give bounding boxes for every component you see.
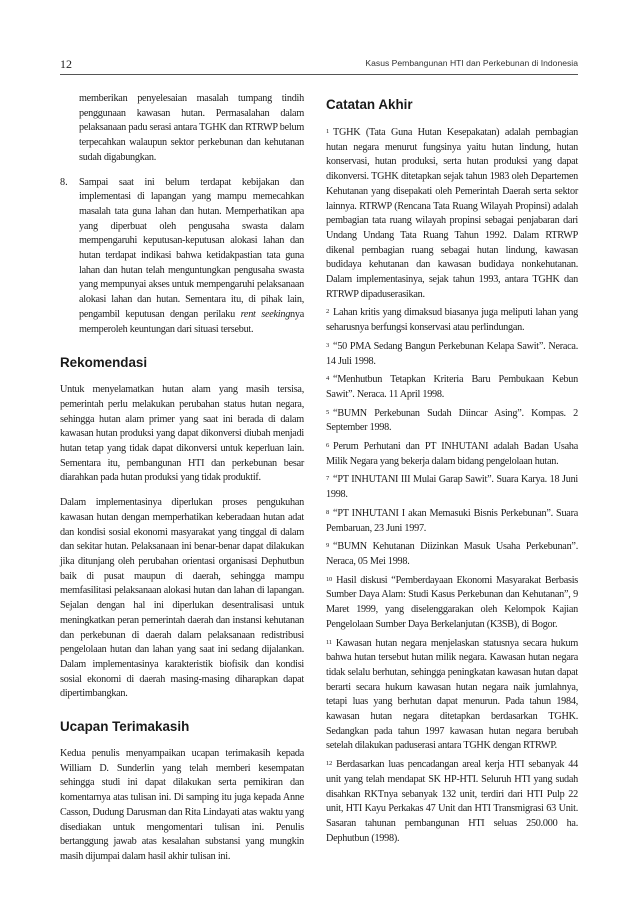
endnote — [326, 306, 578, 335]
endnote — [326, 574, 578, 633]
endnote — [326, 407, 578, 436]
endnote-number: 7 — [326, 475, 330, 483]
list-item-end: nya memperoleh keuntungan dari situasi tersebut. — [79, 308, 305, 335]
endnote-number: 6 — [326, 442, 330, 450]
endnote-number: 1 — [326, 128, 330, 135]
running-title: Kasus Pembangunan HTI dan Perkebunan di Indonesia — [365, 58, 578, 68]
list-item-text — [79, 176, 304, 338]
list-item-body: Sampai saat ini belum terdapat kebijakan dan implementasi di lapangan yang mampu memecahkan masalah tata guna lahan dan hutan. Memperhatikan apa yang diperbuat oleh pengusaha swasta dalam mempengaruhi keputusan-keputusan alokasi lahan dan hutan terdapat indikasi bahwa ketidakpastian tata guna lahan dan hutan telah menguntungkan pengusaha swasta yang mempunyai akses untuk mempengaruhi pelaksanaan alokasi lahan dan hutan. Sementara itu, di pihak lain, pengambil keputusan dengan perilaku — [79, 176, 304, 320]
header-rule — [60, 74, 578, 75]
endnote-text: “BUMN Kehutanan Diizinkan Masuk Usaha Perkebunan”. Neraca, 05 Mei 1998. — [326, 541, 578, 567]
endnote — [326, 637, 578, 755]
endnote-number: 8 — [326, 508, 330, 516]
endnote — [326, 473, 578, 502]
endnote — [326, 758, 578, 846]
endnote-text: “50 PMA Sedang Bangun Perkebunan Kelapa Sawit”. Neraca. 14 Juli 1998. — [326, 340, 578, 367]
endnote-number: 5 — [326, 408, 330, 416]
endnote-text: TGHK (Tata Guna Hutan Kesepakatan) adalah pembagian hutan negara menurut fungsinya yaitu hutan lindung, hutan konservasi, hutan produksi, serta hutan produksi yang dapat dikonversi. TGHK ditetapkan sejak tahun 1983 oleh Departemen Kehutanan yang disepakati oleh Pemerintah Daerah serta sektor lainnya. RTRWP (Rencana Tata Ruang Wilayah Propinsi) adalah pembagian tata ruang wilayah propinsi sebagai penjabaran dari Undang Undang Tata Ruang Tahun 1992. Dalam RTRWP dikenal pembagian ruang sebagai hutan lindung, kawasan budidaya kehutanan dan kawasan budidaya nonkehutanan. Dalam implementasinya, sejak tahun 1993, antara TGHK dan RTRWP dipaduserasikan. — [326, 127, 578, 300]
endnote-text: Kawasan hutan negara menjelaskan statusnya secara hukum bahwa hutan tersebut hutan milik negara. Kawasan hutan negara tidak selalu berhutan, sehingga peningkatan kawasan hutan dapat berarti secara hukum kawasan hutan negara naik jumlahnya, tetapi luas yang berhutan dapat menurun. Pada tahun 1984, kawasan hutan negara ditetapkan berdasarkan TGHK. Sedangkan pada tahun 1997 kawasan hutan negara berubah setelah dilakukan paduserasi antara TGHK dengan RTRWP. — [326, 637, 578, 752]
heading-rekomendasi: Rekomendasi — [60, 355, 148, 371]
endnote-text: Berdasarkan luas pencadangan areal kerja HTI sebanyak 44 unit yang telah mendapat SK HP-HTI. Seluruh HTI yang sudah disahkan RKTnya sebanyak 132 unit, terdiri dari HTI Pulp 22 unit, HTI Kayu Perkakas 47 Unit dan HTI Transmigrasi 63 Unit. Sasaran tahunan pembangunan HTI seluas 250.000 ha. Dephutbun (1998). — [326, 759, 578, 844]
endnote-number: 9 — [326, 542, 330, 550]
endnotes-list — [326, 126, 578, 846]
endnote-number: 12 — [326, 760, 333, 768]
endnote — [326, 507, 578, 536]
endnote-number: 2 — [326, 308, 330, 316]
endnote-text: “BUMN Perkebunan Sudah Diincar Asing”. Kompas. 2 September 1998. — [326, 407, 578, 434]
continued-paragraph: memberikan penyelesaian masalah tumpang tindih penggunaan kawasan hutan. Permasalahan dalam pelaksanaan padu serasi antara TGHK dan RTRWP belum terpecahkan walaupun sektor perkebunan dan kehutanan sudah digabungkan. — [79, 93, 304, 163]
list-item-8 — [60, 176, 304, 338]
rekomendasi-paragraph-2: Dalam implementasinya diperlukan proses pengukuhan kawasan hutan dengan memperhatikan keberadaan hutan adat dan kondisi sosial ekonomi masyarakat yang tinggal di dalam dan sekitar hutan. Pelaksanaan ini benar-benar dapat dilakukan jika ditunjang oleh perubahan orientasi organisasi Dephutbun baik di pusat maupun di daerah, sehingga mampu memfasilitasi pelaksanaan alokasi hutan dan lahan di lapangan. Sejalan dengan hal ini diperlukan desentralisasi untuk meningkatkan peran pemerintah daerah dan instansi kehutanan dan perkebunan di daerah dalam pelaksanaan redistribusi pengelolaan hutan dan lahan yang saat ini sedang dijalankan. Dalam implementasinya karakteristik biofisik dan kondisi sosial ekonomi di daerah masing-masing diharapkan dapat dipertimbangkan. — [60, 497, 304, 700]
endnote-number: 3 — [326, 341, 330, 349]
endnote — [326, 126, 578, 302]
rekomendasi-paragraph-1: Untuk menyelamatkan hutan alam yang masih tersisa, pemerintah perlu melakukan perubahan status hutan negara, sehingga hutan alam primer yang saat ini berada di dalam kawasan hutan produksi yang dapat dikonversi diubah menjadi hutan tetap yang tidak dapat dikonversi untuk keperluan lain. Sementara itu, pembangunan HTI dan perkebunan besar diarahkan pada hutan produksi yang tidak produktif. — [60, 384, 304, 484]
ucapan-paragraph: Kedua penulis menyampaikan ucapan terimakasih kepada William D. Sunderlin yang telah memberi kesempatan sehingga studi ini dapat dilakukan serta pemikiran dan komentarnya atas tulisan ini. Di samping itu juga kepada Anne Casson, Dudung Darusman dan Rita Lindayati atas waktu yang disediakan untuk mengomentari tulisan ini. Penulis bertanggung jawab atas kesalahan substansi yang mungkin masih dijumpai dalam hasil akhir tulisan ini. — [60, 748, 304, 862]
endnote-number: 11 — [326, 638, 332, 646]
endnote-text: “Menhutbun Tetapkan Kriteria Baru Pembukaan Kebun Sawit”. Neraca. 11 April 1998. — [326, 374, 578, 400]
endnote-text: Perum Perhutani dan PT INHUTANI adalah Badan Usaha Milik Negara yang bekerja dalam bidang pengelolaan hutan. — [326, 441, 578, 467]
heading-catatan-akhir: Catatan Akhir — [326, 97, 413, 112]
endnote-text: Hasil diskusi “Pemberdayaan Ekonomi Masyarakat Berbasis Sumber Daya Alam: Studi Kasus Perkebunan dan Kehutanan”, 9 Maret 1999, yang diselenggarakan oleh Kelompok Kajian Pengelolaan Sumber Daya Berkelanjutan (K3SB), di Bogor. — [326, 574, 578, 630]
right-column — [326, 92, 578, 850]
endnote-number: 4 — [326, 375, 330, 383]
left-column — [60, 92, 304, 865]
endnote — [326, 340, 578, 369]
list-number: 8. — [60, 176, 68, 188]
italic-term: rent seeking — [240, 308, 291, 320]
endnote-text: “PT INHUTANI III Mulai Garap Sawit”. Suara Karya. 18 Juni 1998. — [326, 474, 578, 501]
endnote — [326, 540, 578, 569]
page-header — [60, 57, 578, 73]
endnote — [326, 373, 578, 402]
endnote-text: “PT INHUTANI I akan Memasuki Bisnis Perkebunan”. Suara Pembaruan, 23 Juni 1997. — [326, 507, 578, 534]
endnote-number: 10 — [326, 575, 333, 583]
heading-ucapan-terimakasih: Ucapan Terimakasih — [60, 719, 190, 735]
page-number: 12 — [60, 57, 72, 71]
endnote-text: Lahan kritis yang dimaksud biasanya juga meliputi lahan yang seharusnya berfungsi konservasi atau perlindungan. — [326, 307, 578, 334]
endnote — [326, 440, 578, 469]
